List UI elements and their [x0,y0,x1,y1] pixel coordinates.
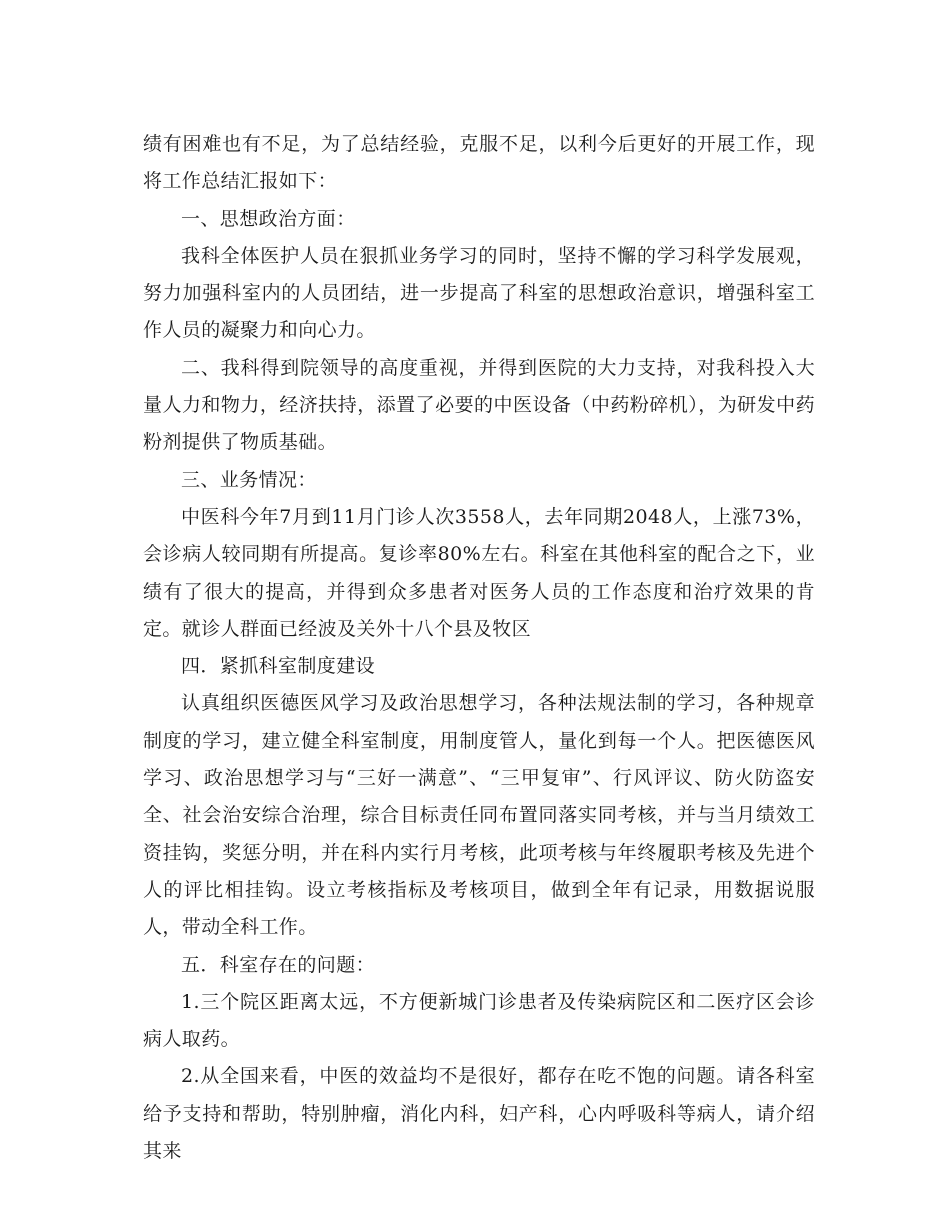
section-heading-problems: 五．科室存在的问题： [181,953,376,976]
paragraph-system: 认真组织医德医风学习及政治思想学习，各种法规法制的学习，各种规章制度的学习，建立健全科室制度，用制度管人，量化到每一个人。把医德医风学习、政治思想学习与“三好一满意”、“三甲复审”、行风评议、防火防盗安全、社会治安综合治理，综合目标责任同布置同落实同考核，并与当月绩效工资挂钩，奖惩分明，并在科内实行月考核，此项考核与年终履职考核及先进个人的评比相挂钩。设立考核指标及考核项目，做到全年有记录，用数据说服人，带动全科工作。 [143,692,815,939]
paragraph-problem-1: 1.三个院区距离太远，不方便新城门诊患者及传染病院区和二医疗区会诊病人取药。 [143,990,815,1051]
paragraph-hospital-support: 二、我科得到院领导的高度重视，并得到医院的大力支持，对我科投入大量人力和物力，经济扶持，添置了必要的中医设备（中药粉碎机），为研发中药粉剂提供了物质基础。 [143,356,815,454]
section-heading-system: 四．紧抓科室制度建设 [181,655,376,678]
paragraph-problem-2: 2.从全国来看，中医的效益均不是很好，都存在吃不饱的问题。请各科室给予支持和帮助，特别肿瘤，消化内科，妇产科，心内呼吸科等病人，请介绍其来 [143,1065,815,1163]
section-heading-business: 三、业务情况： [181,468,317,491]
section-heading-politics: 一、思想政治方面： [181,207,356,230]
paragraph-business: 中医科今年7月到11月门诊人次3558人，去年同期2048人，上涨73%，会诊病人较同期有所提高。复诊率80%左右。科室在其他科室的配合之下，业绩有了很大的提高，并得到众多患者对医务人员的工作态度和治疗效果的肯定。就诊人群面已经波及关外十八个县及牧区 [143,505,815,640]
paragraph-continuation: 绩有困难也有不足，为了总结经验，克服不足，以利今后更好的开展工作，现将工作总结汇报如下： [143,133,815,193]
paragraph-politics: 我科全体医护人员在狠抓业务学习的同时，坚持不懈的学习科学发展观，努力加强科室内的人员团结，进一步提高了科室的思想政治意识，增强科室工作人员的凝聚力和向心力。 [143,244,815,342]
document-body [143,126,815,1170]
